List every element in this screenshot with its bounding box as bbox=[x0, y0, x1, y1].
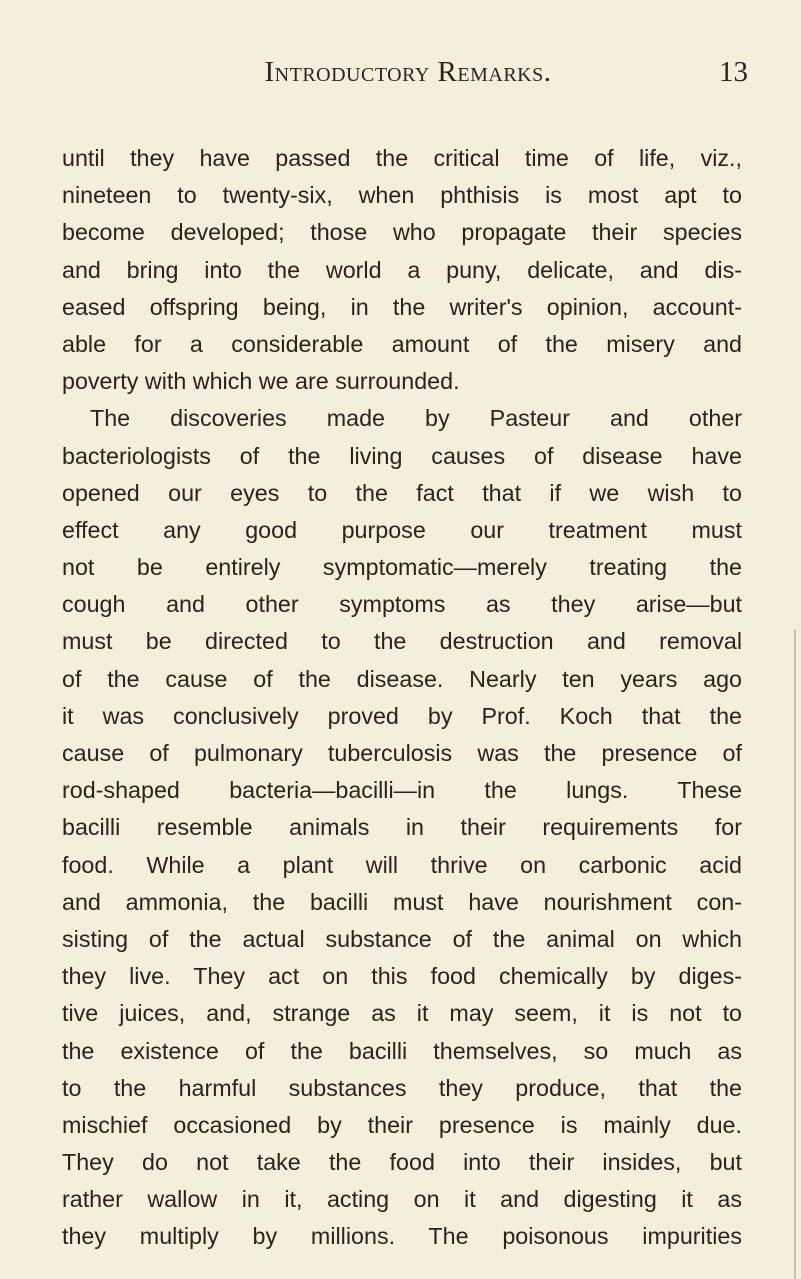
text-line: not be entirely symptomatic—merely treating the bbox=[62, 554, 742, 581]
text-line: they multiply by millions. The poisonous impurities bbox=[62, 1223, 742, 1250]
text-line: rather wallow in it, acting on it and digesting it as bbox=[62, 1186, 742, 1213]
body-text bbox=[62, 140, 742, 1256]
text-line: tive juices, and, strange as it may seem, it is not to bbox=[62, 1000, 742, 1027]
text-line: bacteriologists of the living causes of disease have bbox=[62, 442, 742, 469]
text-line: sisting of the actual substance of the animal on which bbox=[62, 925, 742, 952]
running-head bbox=[0, 56, 801, 96]
text-line: They do not take the food into their insides, but bbox=[62, 1149, 742, 1176]
text-line: it was conclusively proved by Prof. Koch that the bbox=[62, 702, 742, 729]
page-edge-shadow bbox=[794, 630, 796, 1279]
text-line: nineteen to twenty-six, when phthisis is most apt to bbox=[62, 182, 742, 209]
text-line: food. While a plant will thrive on carbonic acid bbox=[62, 851, 742, 878]
text-line: to the harmful substances they produce, that the bbox=[62, 1074, 742, 1101]
text-line: cough and other symptoms as they arise—but bbox=[62, 591, 742, 618]
text-line: able for a considerable amount of the misery and bbox=[62, 330, 742, 357]
text-line: cause of pulmonary tuberculosis was the presence of bbox=[62, 740, 742, 766]
text-line: bacilli resemble animals in their requirements for bbox=[62, 814, 742, 841]
chapter-running-title: Introductory Remarks. bbox=[264, 56, 552, 88]
page-number: 13 bbox=[719, 56, 748, 88]
text-line: of the cause of the disease. Nearly ten years ago bbox=[62, 665, 742, 692]
text-line: the existence of the bacilli themselves, so much as bbox=[62, 1037, 742, 1064]
text-line: effect any good purpose our treatment must bbox=[62, 516, 742, 543]
text-line: rod-shaped bacteria—bacilli—in the lungs. These bbox=[62, 777, 742, 804]
paragraph-first-line: The discoveries made by Pasteur and other bbox=[90, 405, 742, 432]
text-line: and bring into the world a puny, delicate, and dis- bbox=[62, 256, 742, 283]
text-line: mischief occasioned by their presence is mainly due. bbox=[62, 1111, 742, 1138]
text-line: and ammonia, the bacilli must have nourishment con- bbox=[62, 888, 742, 915]
text-line: eased offspring being, in the writer's opinion, account- bbox=[62, 293, 742, 320]
text-line: must be directed to the destruction and removal bbox=[62, 628, 742, 655]
text-line: they live. They act on this food chemically by diges- bbox=[62, 963, 742, 990]
text-line: opened our eyes to the fact that if we wish to bbox=[62, 479, 742, 506]
text-line: poverty with which we are surrounded. bbox=[62, 368, 460, 395]
text-line: until they have passed the critical time of life, viz., bbox=[62, 145, 742, 171]
text-line: become developed; those who propagate their species bbox=[62, 219, 742, 246]
